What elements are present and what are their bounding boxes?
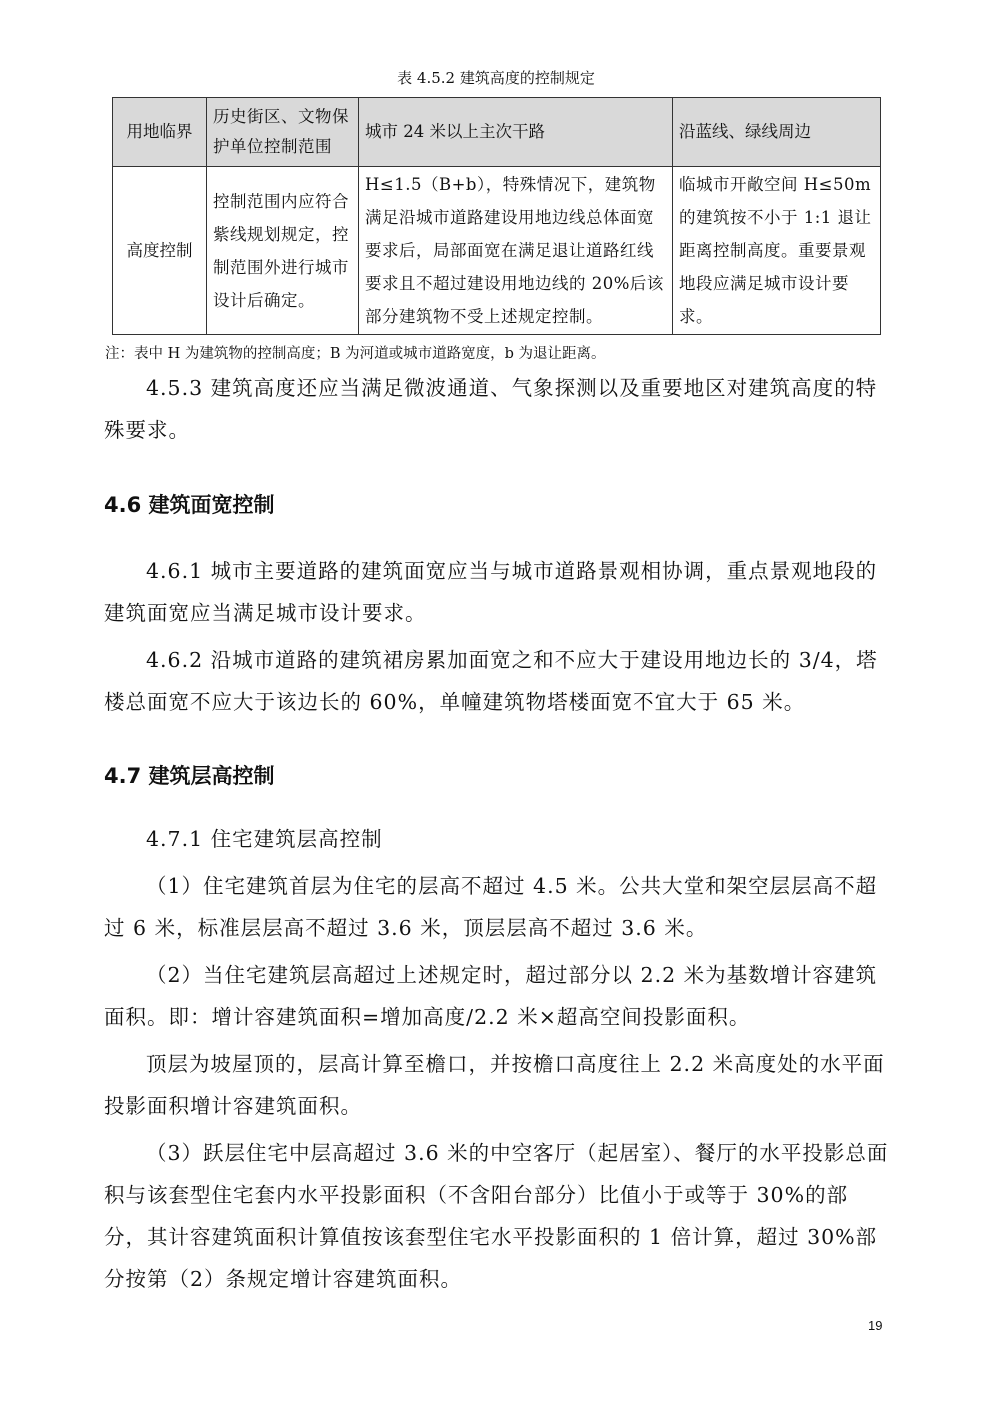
row-label-height-control: 高度控制 <box>113 167 207 335</box>
height-control-table <box>112 97 881 335</box>
paragraph-sloped-roof: 顶层为坡屋顶的，层高计算至檐口，并按檐口高度往上 2.2 米高度处的水平面投影面积增计容建筑面积。 <box>104 1052 885 1118</box>
paragraph-4-5-3: 4.5.3 建筑高度还应当满足微波通道、气象探测以及重要地区对建筑高度的特殊要求。 <box>104 376 878 442</box>
header-blue-green-line: 沿蓝线、绿线周边 <box>673 98 881 167</box>
table-header-row <box>113 98 881 167</box>
section-heading-4-7: 4.7 建筑层高控制 <box>104 764 275 788</box>
cell-blue-green-line-rule: 临城市开敞空间 H≤50m 的建筑按不小于 1:1 退让距离控制高度。重要景观地段应满足城市设计要求。 <box>673 167 881 335</box>
header-historic-district: 历史街区、文物保护单位控制范围 <box>207 98 359 167</box>
page-number: 19 <box>868 1318 883 1333</box>
paragraph-4-7-1: 4.7.1 住宅建筑层高控制 <box>146 827 383 851</box>
paragraph-item-3: （3）跃层住宅中层高超过 3.6 米的中空客厅（起居室）、餐厅的水平投影总面积与该套型住宅套内水平投影面积（不含阳台部分）比值小于或等于 30%的部分，其计容建筑面积计算值按该套型住宅水平投影面积的 1 倍计算，超过 30%部分按第（2）条规定增计容建筑面积。 <box>104 1141 889 1291</box>
section-heading-4-6: 4.6 建筑面宽控制 <box>104 493 275 517</box>
table-caption: 表 4.5.2 建筑高度的控制规定 <box>397 69 595 87</box>
header-land-boundary: 用地临界 <box>113 98 207 167</box>
paragraph-item-1: （1）住宅建筑首层为住宅的层高不超过 4.5 米。公共大堂和架空层层高不超过 6 米，标准层层高不超过 3.6 米，顶层层高不超过 3.6 米。 <box>104 874 878 940</box>
cell-main-road-rule: H≤1.5（B+b），特殊情况下，建筑物满足沿城市道路建设用地边线总体面宽要求后，局部面宽在满足退让道路红线要求且不超过建设用地边线的 20%后该部分建筑物不受上述规定控制。 <box>359 167 673 335</box>
paragraph-4-6-1: 4.6.1 城市主要道路的建筑面宽应当与城市道路景观相协调，重点景观地段的建筑面宽应当满足城市设计要求。 <box>104 559 878 625</box>
table-row <box>113 167 881 335</box>
cell-historic-district-rule: 控制范围内应符合紫线规划规定，控制范围外进行城市设计后确定。 <box>207 167 359 335</box>
table-note: 注：表中 H 为建筑物的控制高度；B 为河道或城市道路宽度，b 为退让距离。 <box>105 346 606 362</box>
header-main-road: 城市 24 米以上主次干路 <box>359 98 673 167</box>
paragraph-4-6-2: 4.6.2 沿城市道路的建筑裙房累加面宽之和不应大于建设用地边长的 3/4，塔楼总面宽不应大于该边长的 60%，单幢建筑物塔楼面宽不宜大于 65 米。 <box>104 648 878 714</box>
paragraph-item-2: （2）当住宅建筑层高超过上述规定时，超过部分以 2.2 米为基数增计容建筑面积。即：增计容建筑面积=增加高度/2.2 米×超高空间投影面积。 <box>104 963 878 1029</box>
